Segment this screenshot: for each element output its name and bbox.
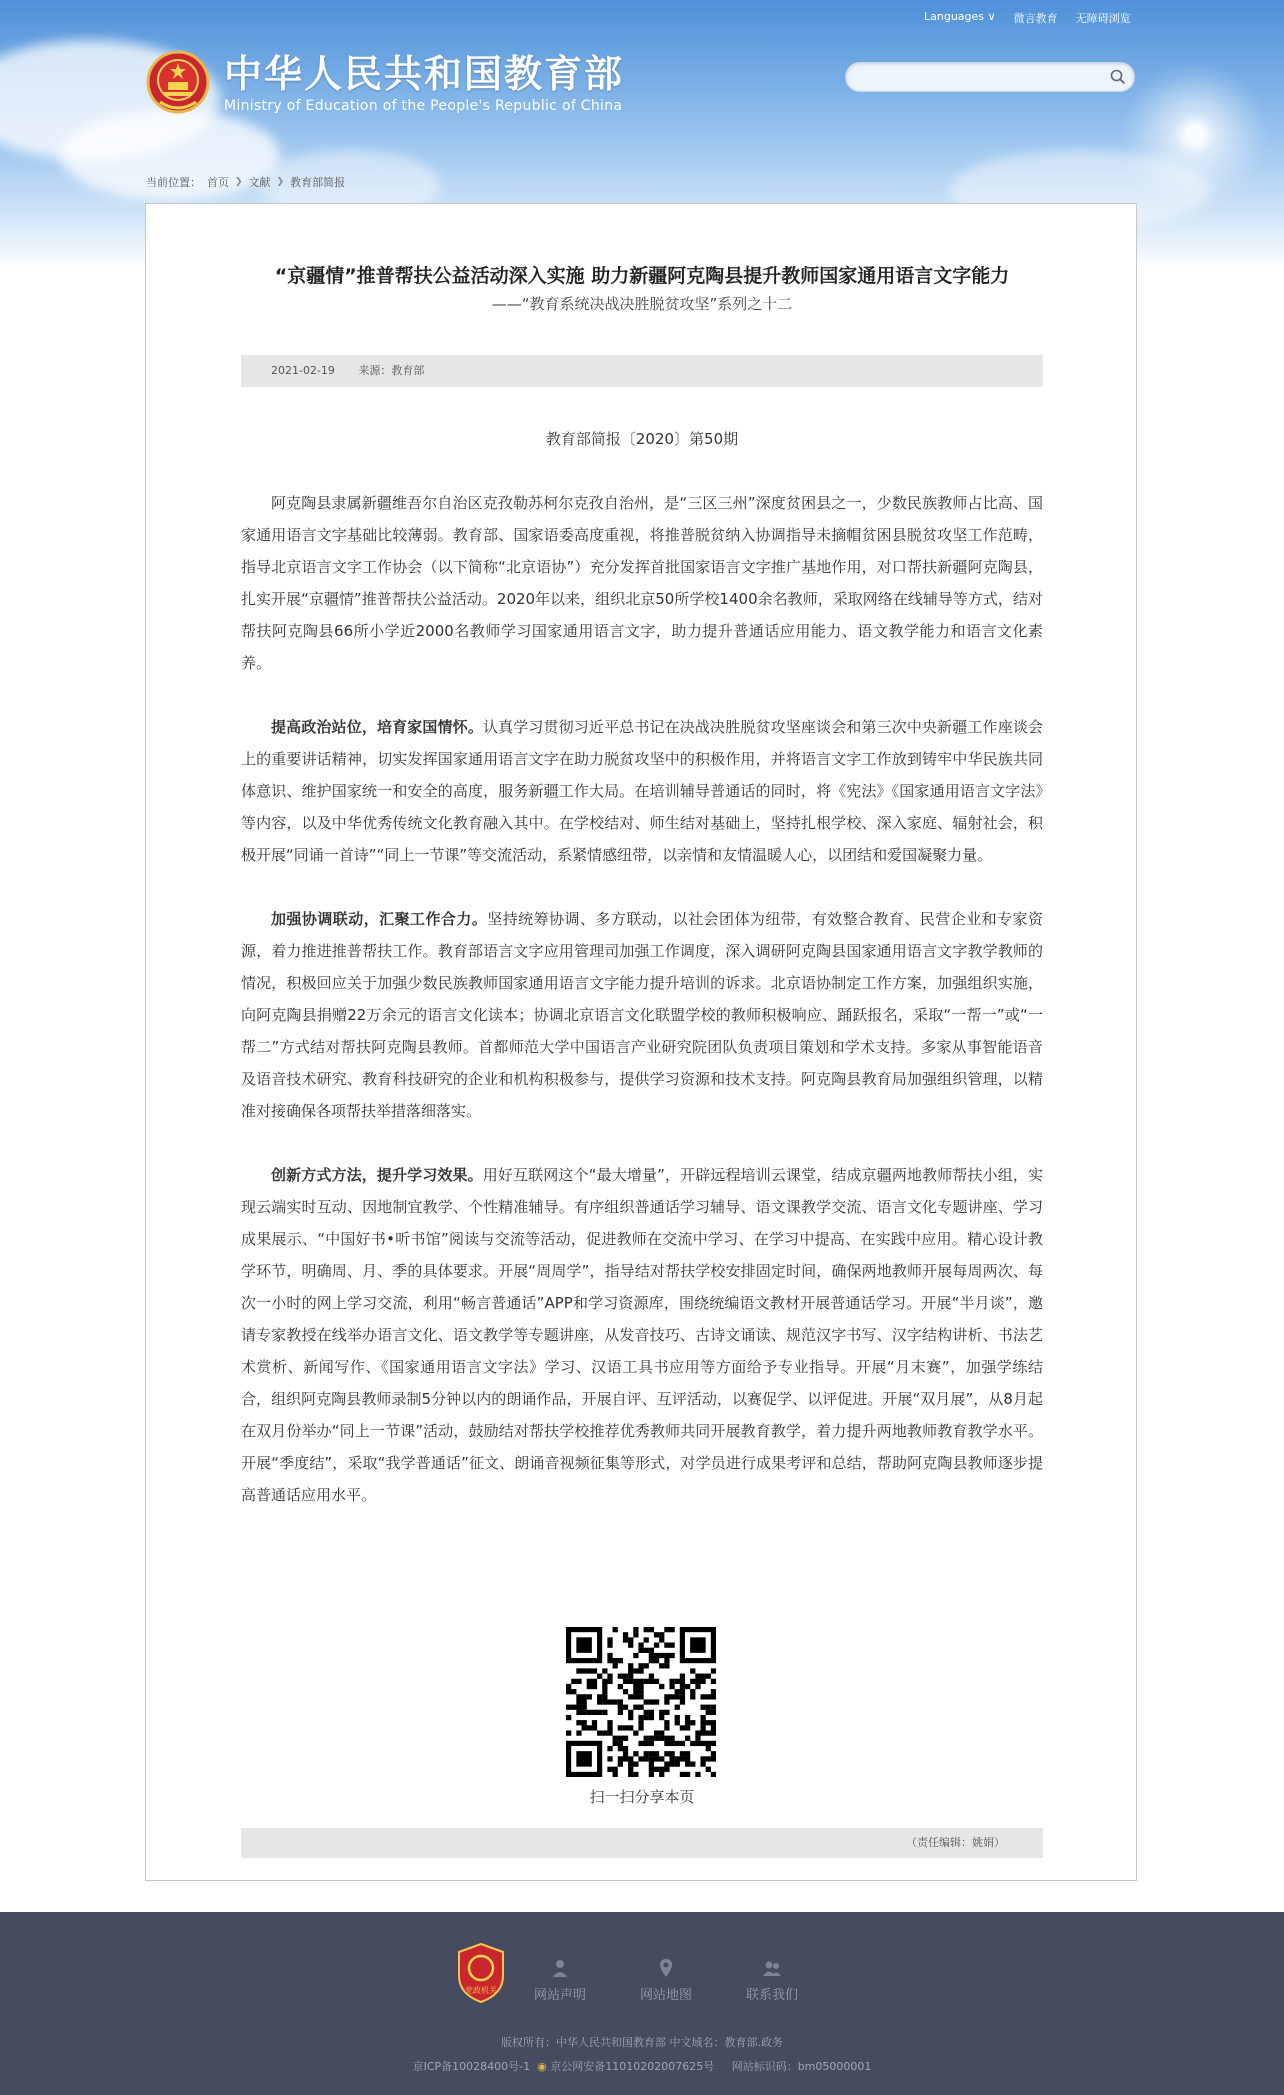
site-title-en: Ministry of Education of the People's Republic of China	[224, 98, 623, 114]
breadcrumb-documents[interactable]: 文献	[248, 176, 271, 189]
breadcrumb-prefix: 当前位置：	[146, 176, 201, 189]
qr-share-label: 扫一扫分享本页	[589, 1788, 695, 1806]
breadcrumb-home[interactable]: 首页	[207, 176, 229, 189]
site-identifier: 网站标识码：bm05000001	[731, 2060, 872, 2073]
article-subtitle: ——“教育系统决战决胜脱贫攻坚”系列之十二	[491, 295, 793, 313]
site-map-link[interactable]	[613, 1942, 719, 2003]
party-government-badge-icon[interactable]	[455, 1942, 507, 2004]
police-badge-icon: ◉	[537, 2060, 547, 2073]
badge-label: 党政机关	[465, 1986, 497, 1995]
map-pin-icon	[656, 1958, 676, 1978]
paragraph-text: 阿克陶县隶属新疆维吾尔自治区克孜勒苏柯尔克孜自治州，是“三区三州”深度贫困县之一，少数民族教师占比高、国家通用语言文字基础比较薄弱。教育部、国家语委高度重视，将推普脱贫纳入协调指导未摘帽贫困县脱贫攻坚工作范畴，指导北京语言文字工作协会（以下简称“北京语协”）充分发挥首批国家语言文字推广基地作用，对口帮扶新疆阿克陶县，扎实开展“京疆情”推普帮扶公益活动。2020年以来，组织北京50所学校1400余名教师，采取网络在线辅导等方式，结对帮扶阿克陶县66所小学近2000名教师学习国家通用语言文字，助力提升普通话应用能力、语文教学能力和语言文化素养。	[241, 494, 1043, 672]
article-meta	[241, 355, 1043, 387]
paragraph-text: 认真学习贯彻习近平总书记在决战决胜脱贫攻坚座谈会和第三次中央新疆工作座谈会上的重要讲话精神，切实发挥国家通用语言文字在助力脱贫攻坚中的积极作用，并将语言文字工作放到铸牢中华民族共同体意识、维护国家统一和安全的高度，服务新疆工作大局。在培训辅导普通话的同时，将《宪法》《国家通用语言文字法》等内容，以及中华优秀传统文化教育融入其中。在学校结对、师生结对基础上，坚持扎根学校、深入家庭、辐射社会，积极开展“同诵一首诗”“同上一节课”等交流活动，系紧情感纽带，以亲情和友情温暖人心，以团结和爱国凝聚力量。	[241, 718, 1043, 864]
footer-copyright: 版权所有：中华人民共和国教育部 中文域名：教育部.政务	[501, 2036, 783, 2049]
contact-us-link[interactable]	[719, 1942, 825, 2003]
site-statement-link[interactable]	[507, 1942, 613, 2003]
paragraph	[241, 903, 1043, 1127]
site-logo[interactable]	[146, 50, 624, 116]
breadcrumb-bulletin[interactable]: 教育部简报	[290, 176, 346, 189]
chevron-right-icon: ❯	[235, 177, 243, 187]
paragraph	[241, 1159, 1043, 1511]
paragraph-lead: 创新方式方法，提升学习效果。	[271, 1166, 483, 1184]
bulletin-issue: 教育部简报〔2020〕第50期	[545, 430, 739, 448]
user-icon	[550, 1958, 570, 1978]
footer-link-label: 网站地图	[639, 1988, 692, 2003]
footer-link-label: 网站声明	[533, 1988, 586, 2003]
site-title-cn: 中华人民共和国教育部	[224, 52, 625, 96]
article-source: 来源：教育部	[358, 364, 425, 377]
national-emblem-icon	[146, 50, 210, 116]
paragraph-text: 坚持统筹协调、多方联动，以社会团体为纽带，有效整合教育、民营企业和专家资源，着力推进推普帮扶工作。教育部语言文字应用管理司加强工作调度，深入调研阿克陶县国家通用语言文字教学教师的情况，积极回应关于加强少数民族教师国家通用语言文字能力提升培训的诉求。北京语协制定工作方案，加强组织实施，向阿克陶县捐赠22万余元的语言文化读本；协调北京语言文化联盟学校的教师积极响应、踊跃报名，采取“一帮一”或“一帮二”方式结对帮扶阿克陶县教师。首都师范大学中国语言产业研究院团队负责项目策划和学术支持。多家从事智能语音及语音技术研究、教育科技研究的企业和机构积极参与，提供学习资源和技术支持。阿克陶县教育局加强组织管理，以精准对接确保各项帮扶举措落细落实。	[241, 910, 1043, 1120]
qr-code-icon	[566, 1627, 716, 1777]
footer	[0, 1912, 1284, 2095]
paragraph-lead: 加强协调联动，汇聚工作合力。	[271, 910, 488, 928]
paragraph-lead: 提高政治站位，培育家国情怀。	[271, 718, 483, 736]
article-title: “京疆情”推普帮扶公益活动深入实施 助力新疆阿克陶县提升教师国家通用语言文字能力	[274, 265, 1010, 287]
contacts-icon	[762, 1958, 782, 1978]
search-box	[845, 62, 1135, 92]
paragraph	[241, 711, 1043, 871]
paragraph	[241, 487, 1043, 679]
paragraph-text: 用好互联网这个“最大增量”，开辟远程培训云课堂，结成京疆两地教师帮扶小组，实现云端实时互动、因地制宜教学、个性精准辅导。有序组织普通话学习辅导、语文课教学交流、语言文化专题讲座、学习成果展示、“中国好书•听书馆”阅读与交流等活动，促进教师在交流中学习、在学习中提高、在实践中应用。精心设计教学环节，明确周、月、季的具体要求。开展“周周学”，指导结对帮扶学校安排固定时间，确保两地教师开展每周两次、每次一小时的网上学习交流，利用“畅言普通话”APP和学习资源库，围绕统编语文教材开展普通话学习。开展“半月谈”，邀请专家教授在线举办语言文化、语文教学等专题讲座，从发音技巧、古诗文诵读、规范汉字书写、汉字结构讲析、书法艺术赏析、新闻写作、《国家通用语言文字法》学习、汉语工具书应用等方面给予专业指导。开展“月末赛”，加强学练结合，组织阿克陶县教师录制5分钟以内的朗诵作品，开展自评、互评活动，以赛促学、以评促进。开展“双月展”，从8月起在双月份举办“同上一节课”活动，鼓励结对帮扶学校推荐优秀教师共同开展教育教学，着力提升两地教师教育教学水平。开展“季度结”，采取“我学普通话”征文、朗诵音视频征集等形式，对学员进行成果考评和总结，帮助阿克陶县教师逐步提高普通话应用水平。	[241, 1166, 1043, 1504]
breadcrumb	[146, 174, 345, 190]
footer-registration	[0, 2058, 1284, 2074]
search-icon[interactable]	[1110, 69, 1126, 85]
footer-link-label: 联系我们	[745, 1988, 798, 2003]
weiyan-link[interactable]: 微言教育	[1013, 12, 1058, 25]
dandelion-decoration	[1120, 60, 1270, 210]
article-date: 2021-02-19	[271, 364, 335, 377]
article-body	[241, 487, 1043, 1543]
footer-links	[455, 1942, 825, 2004]
icp-link[interactable]: 京ICP备10028400号-1	[412, 2060, 531, 2073]
article-container	[145, 203, 1137, 1881]
languages-link[interactable]: Languages ∨	[924, 10, 996, 23]
top-links	[924, 10, 1131, 26]
accessibility-link[interactable]: 无障碍浏览	[1075, 12, 1131, 25]
search-input[interactable]	[860, 63, 1100, 91]
police-record-link[interactable]: 京公网安备11010202007625号	[550, 2060, 715, 2073]
responsible-editor: （责任编辑：姚娟）	[241, 1828, 1043, 1858]
chevron-right-icon: ❯	[276, 177, 285, 187]
